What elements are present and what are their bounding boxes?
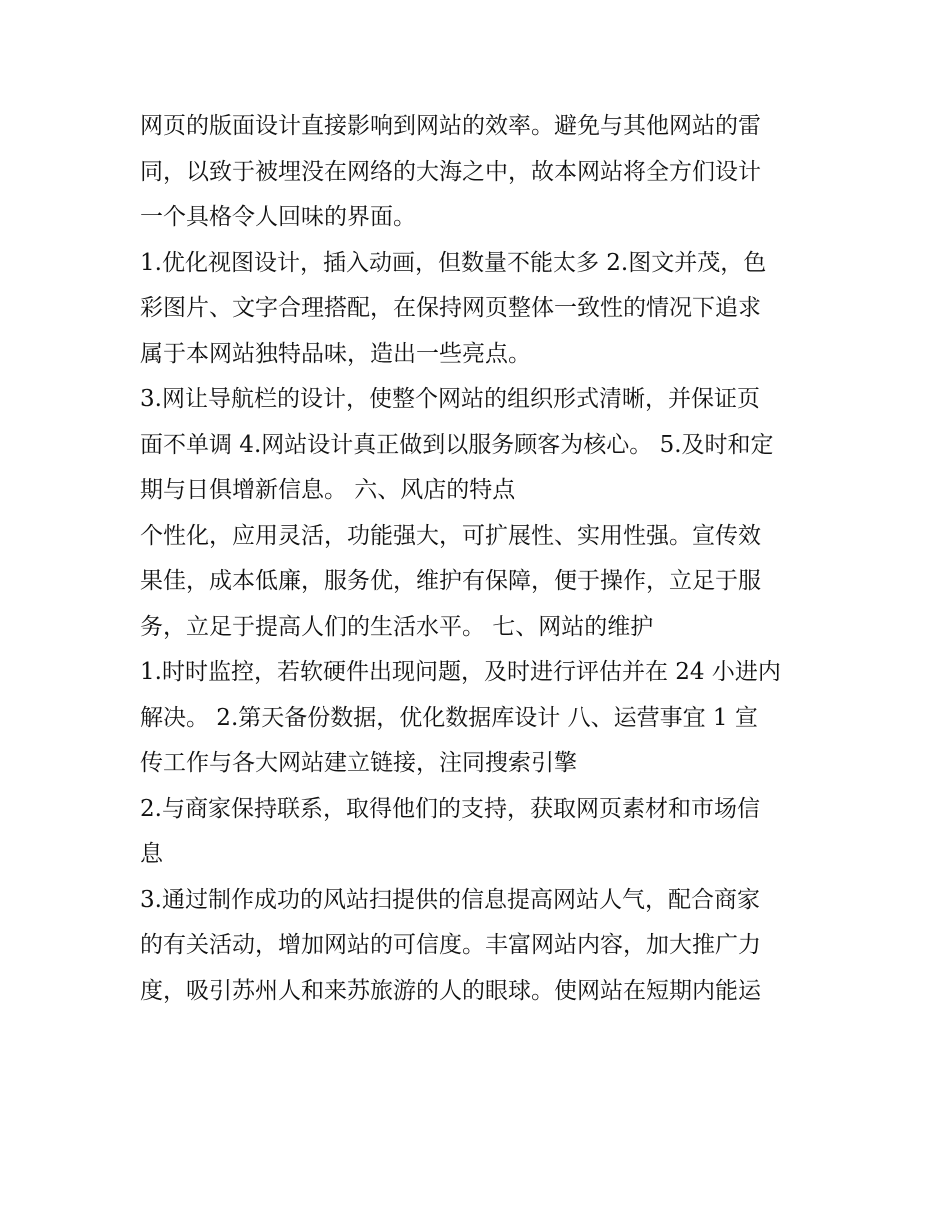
text-line: 彩图片、文字合理搭配，在保持网页整体一致性的情况下追求: [140, 295, 761, 321]
text-line: 度，吸引苏州人和来苏旅游的人的眼球。使网站在短期内能运: [140, 977, 761, 1004]
text-line: 2.与商家保持联系，取得他们的支持，获取网页素材和市场信: [140, 795, 760, 822]
text-line: 1.优化视图设计，插入动画，但数量不能太多 2.图文并茂，色: [140, 249, 767, 276]
text-line: 的有关活动，增加网站的可信度。丰富网站内容，加大推广力: [140, 932, 761, 958]
text-line: 果佳，成本低廉，服务优，维护有保障，便于操作，立足于服: [140, 568, 761, 594]
text-line: 1.时时监控，若软硬件出现问题，及时进行评估并在 24 小进内: [140, 659, 781, 685]
text-line: 传工作与各大网站建立链接，注同搜索引擎: [140, 750, 577, 776]
text-line: 网页的版面设计直接影响到网站的效率。避免与其他网站的雷: [140, 113, 761, 139]
text-line: 3.网让导航栏的设计，使整个网站的组织形式清晰，并保证页: [140, 386, 760, 412]
text-line: 个性化，应用灵活，功能强大，可扩展性、实用性强。宣传效: [140, 522, 761, 549]
text-line: 解决。 2.第天备份数据，优化数据库设计 八、运营事宜 1 宣: [140, 704, 758, 731]
text-line: 属于本网站独特品味，造出一些亮点。: [140, 340, 531, 367]
text-line: 期与日俱增新信息。 六、风店的特点: [140, 477, 516, 503]
text-line: 务，立足于提高人们的生活水平。 七、网站的维护: [140, 613, 654, 640]
text-line: 一个具格令人回味的界面。: [140, 204, 416, 230]
text-line: 面不单调 4.网站设计真正做到以服务顾客为核心。 5.及时和定: [140, 431, 774, 458]
text-line: 3.通过制作成功的风站扫提供的信息提高网站人气，配合商家: [140, 886, 760, 913]
text-line: 同，以致于被埋没在网络的大海之中，故本网站将全方们设计: [140, 158, 761, 185]
document-body: [140, 104, 820, 1014]
text-line: 息: [140, 841, 163, 867]
